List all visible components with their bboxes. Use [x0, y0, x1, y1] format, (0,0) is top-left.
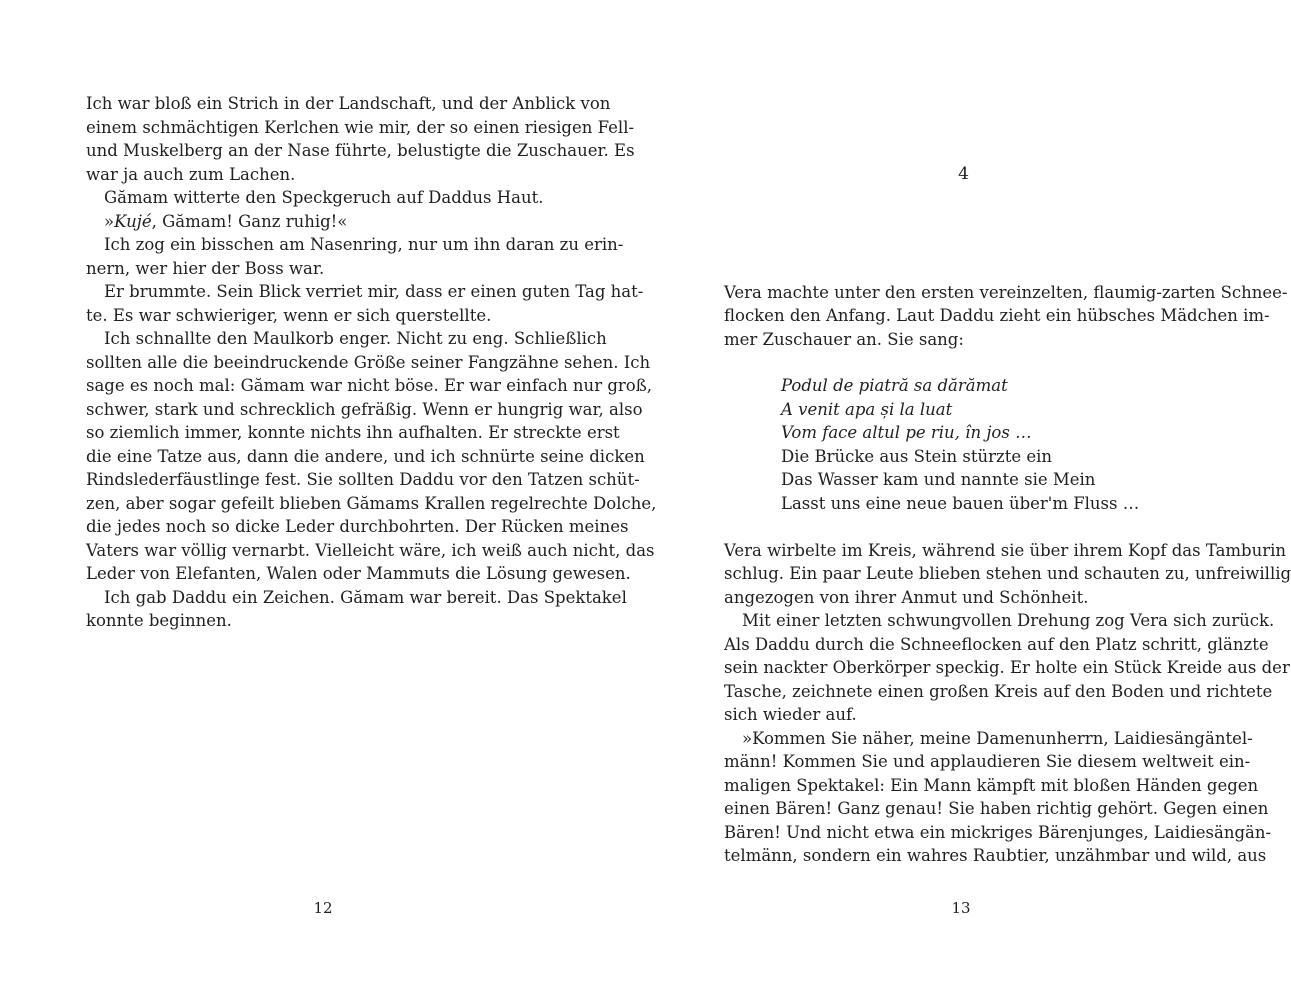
- text-line: Ich schnallte den Maulkorb enger. Nicht zu eng. Schließlich: [104, 329, 607, 348]
- verse-line: Die Brücke aus Stein stürzte ein: [781, 447, 1053, 466]
- page-number: 13: [951, 899, 971, 917]
- text-line: Mit einer letzten schwungvollen Drehung zog Vera sich zurück.: [742, 611, 1275, 630]
- text-line: so ziemlich immer, konnte nichts ihn aufhalten. Er streckte erst: [86, 423, 620, 442]
- text-line: flocken den Anfang. Laut Daddu zieht ein hübsches Mädchen im-: [724, 306, 1270, 325]
- text-line: Vera wirbelte im Kreis, während sie über ihrem Kopf das Tamburin: [724, 541, 1287, 560]
- text-line: die jedes noch so dicke Leder durchbohrten. Der Rücken meines: [86, 517, 629, 536]
- text-line: sein nackter Oberkörper speckig. Er holte ein Stück Kreide aus der: [724, 658, 1290, 677]
- text-line: Er brummte. Sein Blick verriet mir, dass er einen guten Tag hat-: [104, 282, 644, 301]
- kuje-rest: , Gămam! Ganz ruhig!«: [151, 212, 348, 231]
- verse-line: Podul de piatră sa dărămat: [781, 376, 1008, 395]
- text-line: sollten alle die beeindruckende Größe seiner Fangzähne sehen. Ich: [86, 353, 651, 372]
- page-number: 12: [313, 899, 333, 917]
- text-line: war ja auch zum Lachen.: [86, 165, 296, 184]
- text-line: Ich zog ein bisschen am Nasenring, nur um ihn daran zu erin-: [104, 235, 624, 254]
- kuje-word: Kujé: [114, 212, 152, 231]
- text-line: sich wieder auf.: [724, 705, 857, 724]
- text-line: angezogen von ihrer Anmut und Schönheit.: [724, 588, 1089, 607]
- verse-line: Vom face altul pe riu, în jos …: [781, 423, 1032, 442]
- text-line: männ! Kommen Sie und applaudieren Sie diesem weltweit ein-: [724, 752, 1251, 771]
- text-line: Ich war bloß ein Strich in der Landschaft, und der Anblick von: [86, 94, 611, 113]
- text-line: Ich gab Daddu ein Zeichen. Gămam war bereit. Das Spektakel: [104, 588, 627, 607]
- text-line: konnte beginnen.: [86, 611, 232, 630]
- text-line: Tasche, zeichnete einen großen Kreis auf den Boden und richtete: [724, 682, 1273, 701]
- text-line: mer Zuschauer an. Sie sang:: [724, 330, 964, 349]
- text-line-kuje: [104, 210, 562, 234]
- text-line: sage es noch mal: Gămam war nicht böse. Er war einfach nur groß,: [86, 376, 652, 395]
- text-line: und Muskelberg an der Nase führte, belustigte die Zuschauer. Es: [86, 141, 635, 160]
- kuje-quote-open: »: [104, 212, 115, 231]
- text-line: Bären! Und nicht etwa ein mickriges Bärenjunges, Laidiesängän-: [724, 823, 1272, 842]
- text-line: Gămam witterte den Speckgeruch auf Daddus Haut.: [104, 188, 544, 207]
- verse-line: Das Wasser kam und nannte sie Mein: [781, 470, 1096, 489]
- text-line: Vera machte unter den ersten vereinzelten, flaumig-zarten Schnee-: [724, 283, 1288, 302]
- verse-line: Lasst uns eine neue bauen über'm Fluss …: [781, 494, 1140, 513]
- text-line: te. Es war schwieriger, wenn er sich querstellte.: [86, 306, 492, 325]
- text-line: Als Daddu durch die Schneeflocken auf den Platz schritt, glänzte: [724, 635, 1269, 654]
- text-line: Rindslederfäustlinge fest. Sie sollten Daddu vor den Tatzen schüt-: [86, 470, 640, 489]
- text-line: die eine Tatze aus, dann die andere, und ich schnürte seine dicken: [86, 447, 645, 466]
- text-line: nern, wer hier der Boss war.: [86, 259, 325, 278]
- text-line: einem schmächtigen Kerlchen wie mir, der so einen riesigen Fell-: [86, 118, 635, 137]
- text-line: telmänn, sondern ein wahres Raubtier, unzähmbar und wild, aus: [724, 846, 1267, 865]
- right-page: [642, 0, 1291, 1000]
- text-line: schwer, stark und schrecklich gefräßig. Wenn er hungrig war, also: [86, 400, 643, 419]
- text-line: zen, aber sogar gefeilt blieben Gămams Krallen regelrechte Dolche,: [86, 494, 657, 513]
- text-line: maligen Spektakel: Ein Mann kämpft mit bloßen Händen gegen: [724, 776, 1259, 795]
- text-line: Leder von Elefanten, Walen oder Mammuts die Lösung gewesen.: [86, 564, 631, 583]
- text-line: »Kommen Sie näher, meine Damenunherrn, Laidiesängäntel-: [742, 729, 1253, 748]
- text-line: schlug. Ein paar Leute blieben stehen und schauten zu, unfreiwillig: [724, 564, 1291, 583]
- text-line: Vaters war völlig vernarbt. Vielleicht wäre, ich weiß auch nicht, das: [86, 541, 655, 560]
- chapter-number: 4: [958, 164, 969, 184]
- verse-line: A venit apa și la luat: [781, 400, 953, 419]
- text-line: einen Bären! Ganz genau! Sie haben richtig gehört. Gegen einen: [724, 799, 1269, 818]
